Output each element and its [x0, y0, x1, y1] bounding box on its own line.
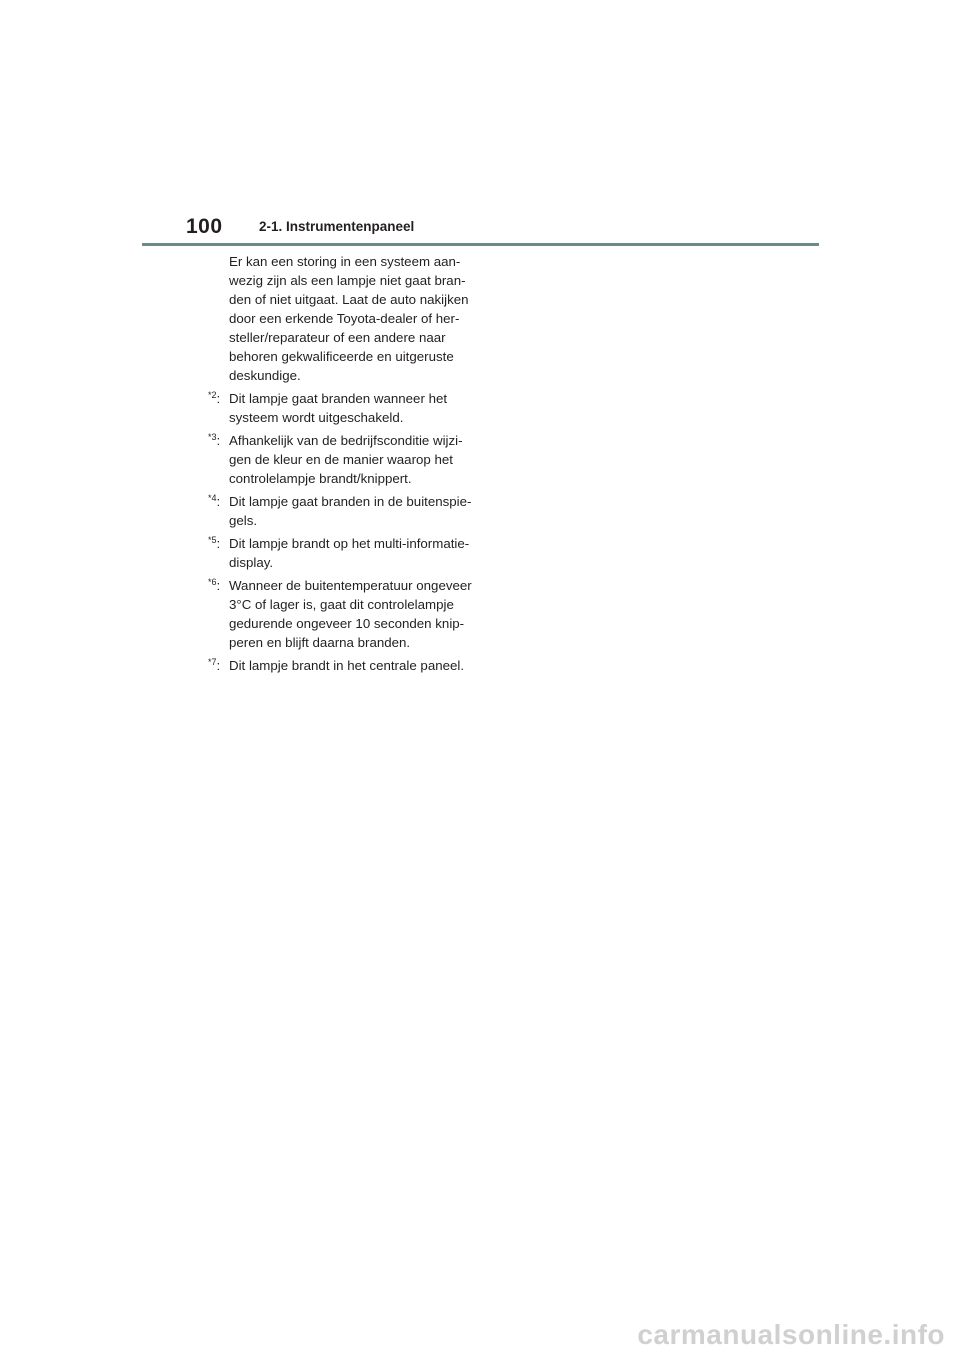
- footnote-line: 3°C of lager is, gaat dit controlelampje: [229, 597, 454, 612]
- watermark[interactable]: carmanualsonline.info: [637, 1319, 945, 1350]
- footnote-marker-number: *3: [208, 432, 217, 442]
- footnote-line: display.: [229, 555, 274, 570]
- footnote-marker: $^{*4}$:: [208, 493, 221, 509]
- intro-line: den of niet uitgaat. Laat de auto nakijken: [229, 292, 469, 307]
- intro-line: deskundige.: [229, 368, 301, 383]
- intro-line: steller/reparateur of een andere naar: [229, 330, 446, 345]
- footnote-5: [208, 534, 468, 572]
- footnote-marker: $^{*7}$:: [208, 657, 221, 673]
- footnote-marker-number: *6: [208, 577, 217, 587]
- footnote-text: [229, 492, 471, 530]
- footnote-line: peren en blijft daarna branden.: [229, 635, 411, 650]
- footnote-text: [229, 656, 468, 675]
- section-title: 2-1. Instrumentenpaneel: [259, 219, 415, 234]
- intro-line: behoren gekwalificeerde en uitgeruste: [229, 349, 454, 364]
- footnote-marker: $^{*5}$:: [208, 535, 221, 551]
- footnote-6: [208, 576, 472, 652]
- footnote-text: [229, 389, 468, 427]
- footnote-7: [208, 656, 468, 675]
- intro-line: door een erkende Toyota-dealer of her-: [229, 311, 460, 326]
- footnote-line: controlelampje brandt/knippert.: [229, 471, 412, 486]
- footnote-text: [229, 431, 468, 488]
- footnote-marker-number: *7: [208, 657, 217, 667]
- footnote-line: Dit lampje gaat branden in de buitenspie-: [229, 494, 472, 509]
- intro-line: wezig zijn als een lampje niet gaat bran-: [229, 273, 466, 288]
- footnote-text: [229, 534, 469, 572]
- footnote-text: [229, 576, 472, 652]
- header-rule: [142, 243, 819, 246]
- intro-line: Er kan een storing in een systeem aan-: [229, 254, 461, 269]
- footnote-marker: $^{*6}$:: [208, 577, 221, 593]
- footnote-marker-number: *4: [208, 493, 217, 503]
- footnote-line: Dit lampje brandt in het centrale paneel.: [229, 658, 465, 673]
- footnote-2: [208, 389, 468, 427]
- footnote-4: [208, 492, 472, 530]
- footnote-line: gen de kleur en de manier waarop het: [229, 452, 453, 467]
- footnote-line: Dit lampje brandt op het multi-informatie-: [229, 536, 470, 551]
- footnote-line: gedurende ongeveer 10 seconden knip-: [229, 616, 465, 631]
- footnote-marker-number: *2: [208, 390, 217, 400]
- intro-paragraph: [208, 252, 468, 385]
- footnote-line: Afhankelijk van de bedrijfsconditie wijzi-: [229, 433, 463, 448]
- page-number: 100: [186, 215, 223, 238]
- footnote-line: gels.: [229, 513, 258, 528]
- footnote-marker-number: *5: [208, 535, 217, 545]
- footnote-marker: $^{*3}$:: [208, 432, 221, 448]
- footnote-line: systeem wordt uitgeschakeld.: [229, 410, 404, 425]
- footnote-line: Dit lampje gaat branden wanneer het: [229, 391, 448, 406]
- footnote-line: Wanneer de buitentemperatuur ongeveer: [229, 578, 472, 593]
- footnote-3: [208, 431, 468, 488]
- page-content: [208, 252, 472, 679]
- footnote-marker: $^{*2}$:: [208, 390, 221, 406]
